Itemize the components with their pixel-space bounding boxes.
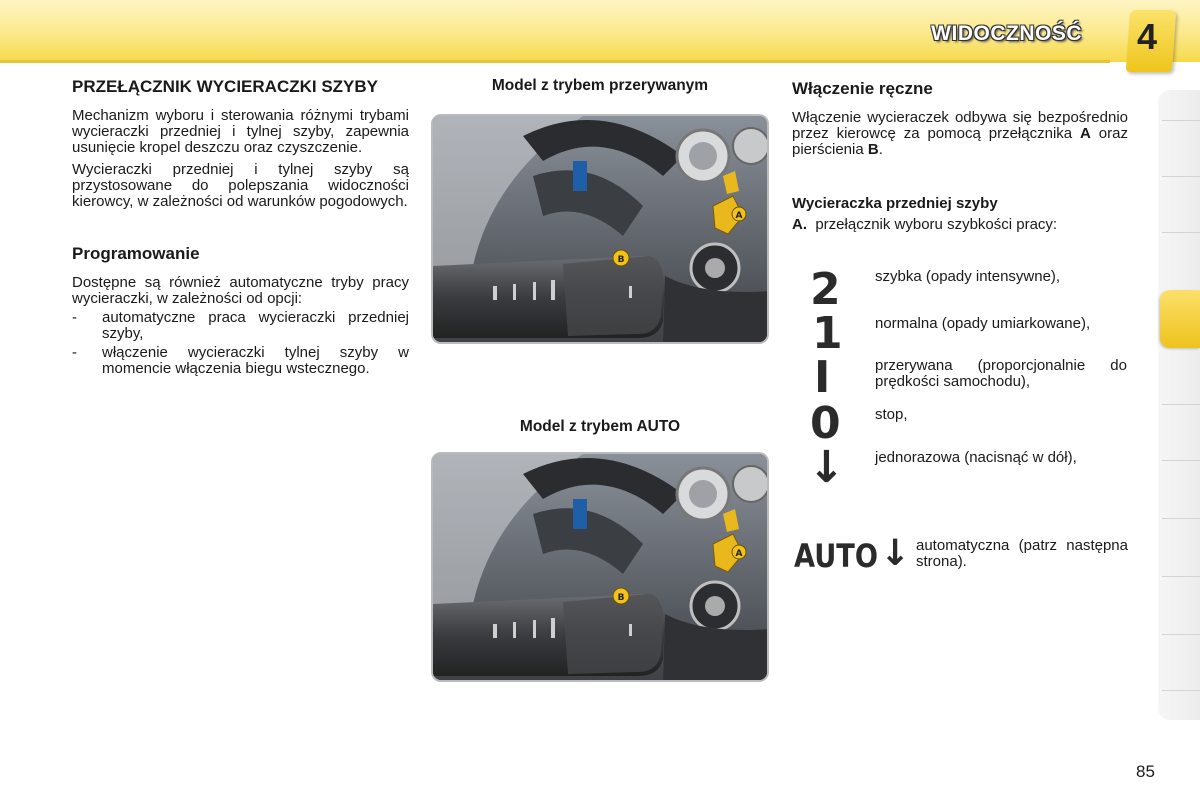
- chapter-title: WIDOCZNOŚĆ: [931, 22, 1082, 45]
- option-auto: automatyczna (patrz następna strona).: [916, 537, 1128, 570]
- intro-paragraph-2: Wycieraczki przedniej i tylnej szyby są przystosowane do polepszania widoczności kierowcy, w zależności od warunków pogodowych.: [72, 161, 409, 210]
- figure-caption-intermittent: Model z trybem przerywanym: [491, 77, 709, 94]
- programming-heading: Programowanie: [72, 244, 200, 263]
- wiper-stalk-photo-auto: [431, 452, 769, 682]
- section-title: PRZEŁĄCZNIK WYCIERACZKI SZYBY: [72, 77, 378, 96]
- side-tab-divider: [1162, 634, 1200, 635]
- wiper-stalk-photo-intermittent: [431, 114, 769, 344]
- list-dash: -: [72, 344, 77, 361]
- side-tab-divider: [1162, 120, 1200, 121]
- intermittent-icon: I: [814, 352, 831, 403]
- manual-heading: Włączenie ręczne: [792, 79, 933, 98]
- option-intermittent: przerywana (proporcjonalnie do prędkości samochodu),: [875, 357, 1127, 390]
- left-column: [72, 76, 409, 377]
- intro-text: .: [878, 141, 883, 158]
- list-item: [72, 345, 409, 377]
- ring-b-ref: B: [867, 141, 879, 158]
- side-tab-divider: [1162, 404, 1200, 405]
- speed-1-icon: 1: [812, 308, 843, 359]
- side-tab-divider: [1162, 460, 1200, 461]
- programming-paragraph: Dostępne są również automatyczne tryby pracy wycieraczki, w zależności od opcji:: [72, 274, 409, 307]
- chapter-number: 4: [1137, 16, 1158, 57]
- list-item: [72, 310, 409, 342]
- side-tab-divider: [1162, 690, 1200, 691]
- switch-a-ref: A: [1080, 125, 1091, 142]
- intro-paragraph: Mechanizm wyboru i sterowania różnymi trybami wycieraczki przedniej i tylnej szyby, zapewnia usunięcie kropel deszczu oraz czyszczenie.: [72, 107, 409, 156]
- header-rule: [0, 60, 1110, 63]
- list-dash: -: [72, 309, 77, 326]
- auto-mode-icon: AUTO: [794, 537, 878, 575]
- list-item-text: automatyczne praca wycieraczki przedniej szyby,: [102, 309, 409, 342]
- intro-text: oraz pierścienia: [792, 125, 1128, 158]
- stop-icon: 0: [810, 398, 841, 449]
- label-b-marker: B: [617, 593, 625, 603]
- figure-caption-auto: Model z trybem AUTO: [519, 418, 681, 435]
- selector-line: [792, 217, 1128, 233]
- side-tab-active[interactable]: [1160, 290, 1200, 348]
- side-tab-divider: [1162, 176, 1200, 177]
- side-tab-divider: [1162, 518, 1200, 519]
- switch-a-label: A.: [792, 216, 807, 233]
- list-item-text: włączenie wycieraczki tylnej szyby w momencie włączenia biegu wstecznego.: [102, 344, 409, 377]
- option-fast: szybka (opady intensywne),: [875, 268, 1061, 285]
- option-normal: normalna (opady umiarkowane),: [875, 315, 1091, 332]
- label-b-marker: B: [617, 255, 625, 265]
- label-a-marker: A: [735, 549, 743, 559]
- auto-arrow-icon: ↓: [880, 533, 911, 574]
- speed-2-icon: 2: [810, 264, 841, 315]
- option-stop: stop,: [875, 406, 908, 423]
- single-wipe-arrow-icon: ↓: [808, 442, 845, 493]
- intro-text: Włączenie wycieraczek odbywa się bezpośrednio przez kierowcę za pomocą przełącznika: [792, 109, 1128, 142]
- label-a-marker: A: [735, 211, 743, 221]
- page-number: 85: [1136, 762, 1155, 781]
- side-tab-divider: [1162, 232, 1200, 233]
- front-wiper-heading: Wycieraczka przedniej szyby: [792, 195, 998, 212]
- side-tab-strip: [1158, 90, 1200, 720]
- right-column: [792, 78, 1128, 233]
- option-single: jednorazowa (nacisnąć w dół),: [875, 449, 1077, 466]
- manual-intro: [792, 110, 1128, 158]
- side-tab-divider: [1162, 576, 1200, 577]
- switch-a-description: przełącznik wyboru szybkości pracy:: [815, 216, 1058, 233]
